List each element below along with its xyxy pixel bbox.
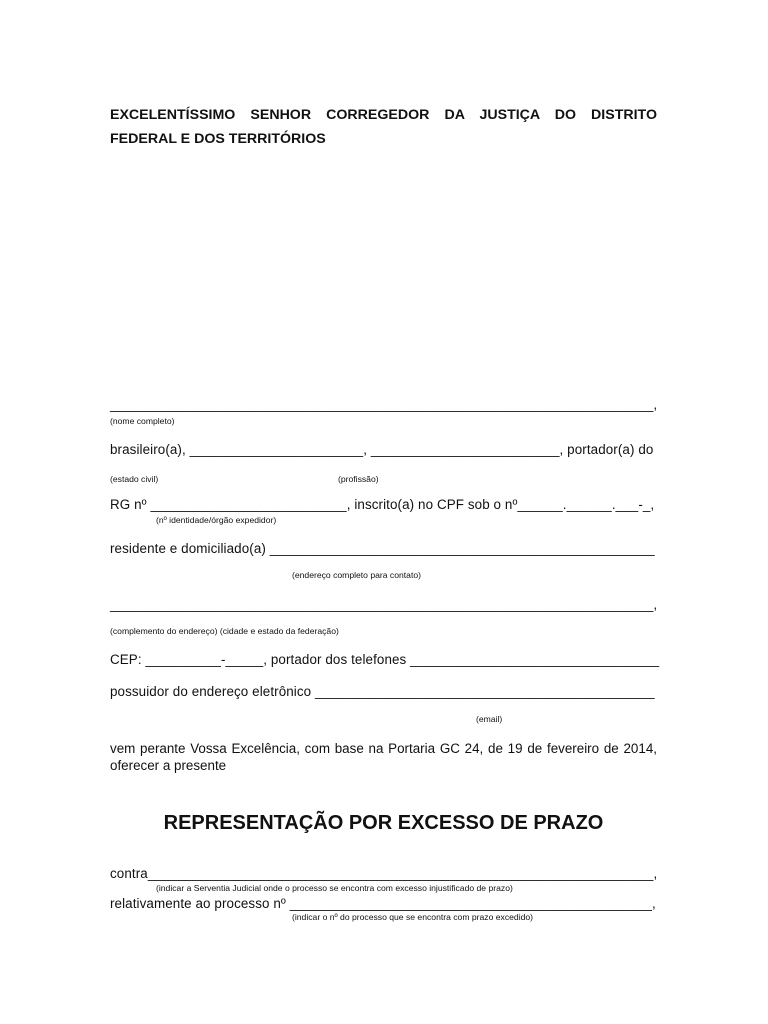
paragraph-line-2: oferecer a presente [110, 758, 227, 773]
rg-caption: (nº identidade/órgão expedidor) [156, 515, 277, 525]
profession-caption: (profissão) [338, 474, 379, 484]
complement-line: ________________________________________________________________________, [110, 597, 658, 612]
civil-status-caption: (estado civil) [110, 474, 159, 484]
email-caption: (email) [476, 714, 503, 724]
name-line: ________________________________________________________________________, [110, 397, 658, 412]
heading-line-1: EXCELENTÍSSIMO SENHOR CORREGEDOR DA JUSTIÇA DO DISTRITO [110, 107, 657, 123]
document-title: REPRESENTAÇÃO POR EXCESSO DE PRAZO [163, 812, 604, 834]
civil-status-line: brasileiro(a), _______________________, _________________________, portador(a) do [110, 442, 654, 457]
address-caption: (endereço completo para contato) [292, 570, 421, 580]
process-caption: (indicar o nº do processo que se encontra com prazo excedido) [292, 912, 534, 922]
heading-line-2: FEDERAL E DOS TERRITÓRIOS [110, 131, 326, 147]
address-line: residente e domiciliado(a) ___________________________________________________ [110, 541, 655, 556]
introduction-paragraph [110, 740, 657, 774]
email-line: possuidor do endereço eletrônico _____________________________________________ [110, 684, 655, 699]
cep-phone-line: CEP: __________-_____, portador dos telefones _________________________________ [110, 652, 660, 667]
paragraph-line-1: vem perante Vossa Excelência, com base na Portaria GC 24, de 19 de fevereiro de 2014, [110, 741, 657, 756]
process-line: relativamente ao processo nº ________________________________________________, [110, 896, 656, 911]
contra-caption: (indicar a Serventia Judicial onde o processo se encontra com excesso injustificado de prazo) [156, 883, 513, 893]
name-caption: (nome completo) [110, 416, 175, 426]
addressee-heading [110, 103, 657, 151]
contra-line: contra___________________________________________________________________, [110, 866, 658, 881]
rg-cpf-line: RG nº __________________________, inscrito(a) no CPF sob o nº______.______.___-_, [110, 497, 655, 512]
complement-caption: (complemento do endereço) (cidade e estado da federação) [110, 626, 339, 636]
